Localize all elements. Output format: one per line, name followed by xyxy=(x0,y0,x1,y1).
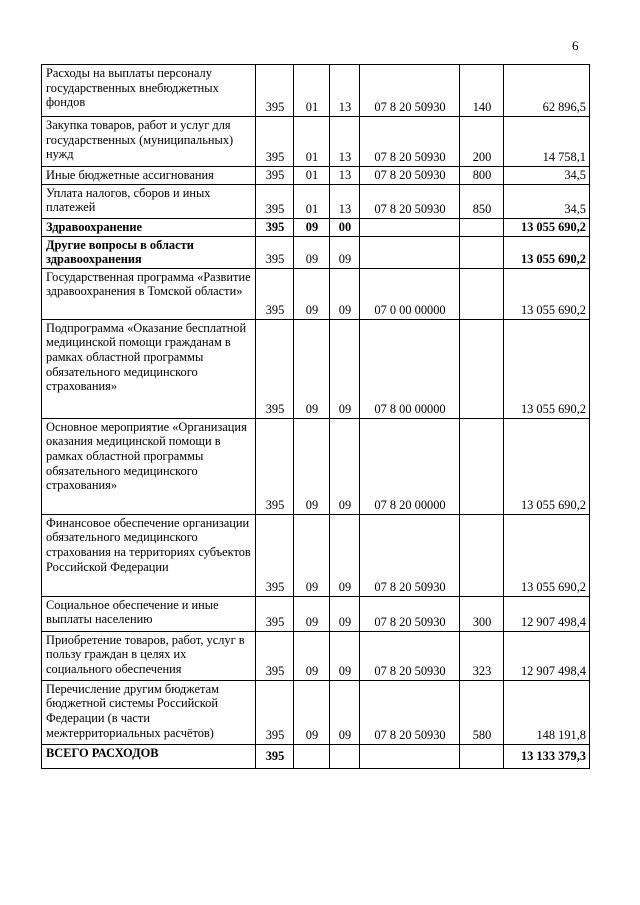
row-name: Приобретение товаров, работ, услуг в пользу граждан в целях их социального обеспечения xyxy=(42,631,256,680)
row-ved-code: 395 xyxy=(256,418,294,514)
row-target-article-code: 07 8 20 50930 xyxy=(360,167,460,185)
row-subsection-code: 09 xyxy=(330,596,360,631)
row-name: Перечисление другим бюджетам бюджетной системы Российской Федерации (в части межтерриториальных расчётов) xyxy=(42,680,256,744)
row-section-code: 09 xyxy=(294,218,330,236)
row-target-article-code: 07 8 20 50930 xyxy=(360,65,460,117)
row-name: ВСЕГО РАСХОДОВ xyxy=(42,744,256,768)
row-subsection-code: 09 xyxy=(330,514,360,596)
row-expense-type-code xyxy=(460,744,504,768)
row-ved-code: 395 xyxy=(256,680,294,744)
row-amount: 13 055 690,2 xyxy=(504,514,590,596)
row-ved-code: 395 xyxy=(256,184,294,218)
table-row xyxy=(42,65,590,117)
row-section-code: 01 xyxy=(294,167,330,185)
row-amount: 148 191,8 xyxy=(504,680,590,744)
row-subsection-code: 09 xyxy=(330,418,360,514)
table-row xyxy=(42,631,590,680)
row-ved-code: 395 xyxy=(256,117,294,167)
row-target-article-code: 07 8 20 50930 xyxy=(360,631,460,680)
table-body xyxy=(42,65,590,769)
row-target-article-code xyxy=(360,236,460,268)
row-ved-code: 395 xyxy=(256,218,294,236)
row-amount: 34,5 xyxy=(504,167,590,185)
row-ved-code: 395 xyxy=(256,167,294,185)
row-name: Основное мероприятие «Организация оказания медицинской помощи в рамках областной программы обязательного медицинского страхования» xyxy=(42,418,256,514)
row-expense-type-code: 580 xyxy=(460,680,504,744)
row-expense-type-code: 323 xyxy=(460,631,504,680)
row-expense-type-code: 800 xyxy=(460,167,504,185)
row-target-article-code: 07 8 20 50930 xyxy=(360,596,460,631)
row-expense-type-code: 140 xyxy=(460,65,504,117)
row-subsection-code: 09 xyxy=(330,319,360,418)
row-amount: 13 133 379,3 xyxy=(504,744,590,768)
row-section-code: 01 xyxy=(294,117,330,167)
row-subsection-code: 09 xyxy=(330,680,360,744)
row-expense-type-code: 850 xyxy=(460,184,504,218)
row-amount: 13 055 690,2 xyxy=(504,268,590,319)
row-amount: 13 055 690,2 xyxy=(504,319,590,418)
row-target-article-code: 07 8 20 50930 xyxy=(360,117,460,167)
row-section-code: 09 xyxy=(294,631,330,680)
row-name: Другие вопросы в области здравоохранения xyxy=(42,236,256,268)
table-row xyxy=(42,236,590,268)
row-name: Государственная программа «Развитие здравоохранения в Томской области» xyxy=(42,268,256,319)
row-target-article-code: 07 8 20 50930 xyxy=(360,680,460,744)
row-ved-code: 395 xyxy=(256,268,294,319)
row-amount: 34,5 xyxy=(504,184,590,218)
row-subsection-code: 09 xyxy=(330,268,360,319)
row-name: Иные бюджетные ассигнования xyxy=(42,167,256,185)
row-ved-code: 395 xyxy=(256,596,294,631)
table-row xyxy=(42,268,590,319)
row-ved-code: 395 xyxy=(256,744,294,768)
row-target-article-code xyxy=(360,744,460,768)
table-row xyxy=(42,680,590,744)
total-row xyxy=(42,744,590,768)
row-name: Расходы на выплаты персоналу государственных внебюджетных фондов xyxy=(42,65,256,117)
row-section-code xyxy=(294,744,330,768)
row-ved-code: 395 xyxy=(256,319,294,418)
table-row xyxy=(42,117,590,167)
table-row xyxy=(42,418,590,514)
table-row xyxy=(42,596,590,631)
row-expense-type-code xyxy=(460,418,504,514)
table-row xyxy=(42,184,590,218)
row-subsection-code: 13 xyxy=(330,65,360,117)
row-section-code: 09 xyxy=(294,319,330,418)
row-name: Социальное обеспечение и иные выплаты населению xyxy=(42,596,256,631)
row-amount: 13 055 690,2 xyxy=(504,218,590,236)
row-target-article-code xyxy=(360,218,460,236)
row-expense-type-code xyxy=(460,319,504,418)
row-section-code: 09 xyxy=(294,680,330,744)
row-amount: 62 896,5 xyxy=(504,65,590,117)
row-subsection-code: 13 xyxy=(330,117,360,167)
row-expense-type-code: 300 xyxy=(460,596,504,631)
row-expense-type-code xyxy=(460,268,504,319)
row-target-article-code: 07 0 00 00000 xyxy=(360,268,460,319)
row-name: Уплата налогов, сборов и иных платежей xyxy=(42,184,256,218)
row-subsection-code: 13 xyxy=(330,184,360,218)
row-section-code: 09 xyxy=(294,418,330,514)
row-name: Подпрограмма «Оказание бесплатной медицинской помощи гражданам в рамках областной программы обязательного медицинского страхования» xyxy=(42,319,256,418)
row-target-article-code: 07 8 00 00000 xyxy=(360,319,460,418)
row-expense-type-code xyxy=(460,236,504,268)
table-row xyxy=(42,218,590,236)
row-expense-type-code xyxy=(460,514,504,596)
row-amount: 12 907 498,4 xyxy=(504,596,590,631)
row-ved-code: 395 xyxy=(256,631,294,680)
row-subsection-code: 09 xyxy=(330,236,360,268)
row-subsection-code: 09 xyxy=(330,631,360,680)
row-ved-code: 395 xyxy=(256,65,294,117)
row-amount: 13 055 690,2 xyxy=(504,236,590,268)
row-name: Финансовое обеспечение организации обязательного медицинского страхования на территориях субъектов Российской Федерации xyxy=(42,514,256,596)
expenditure-table xyxy=(41,64,590,769)
row-subsection-code: 00 xyxy=(330,218,360,236)
row-expense-type-code: 200 xyxy=(460,117,504,167)
page-number: 6 xyxy=(572,38,579,53)
row-amount: 14 758,1 xyxy=(504,117,590,167)
row-target-article-code: 07 8 20 00000 xyxy=(360,418,460,514)
row-section-code: 09 xyxy=(294,236,330,268)
row-name: Закупка товаров, работ и услуг для государственных (муниципальных) нужд xyxy=(42,117,256,167)
row-section-code: 01 xyxy=(294,184,330,218)
row-section-code: 09 xyxy=(294,268,330,319)
table-row xyxy=(42,514,590,596)
row-subsection-code: 13 xyxy=(330,167,360,185)
table-row xyxy=(42,167,590,185)
row-section-code: 09 xyxy=(294,596,330,631)
row-subsection-code xyxy=(330,744,360,768)
row-section-code: 09 xyxy=(294,514,330,596)
row-amount: 13 055 690,2 xyxy=(504,418,590,514)
row-amount: 12 907 498,4 xyxy=(504,631,590,680)
row-expense-type-code xyxy=(460,218,504,236)
row-name: Здравоохранение xyxy=(42,218,256,236)
row-target-article-code: 07 8 20 50930 xyxy=(360,184,460,218)
table-row xyxy=(42,319,590,418)
row-target-article-code: 07 8 20 50930 xyxy=(360,514,460,596)
row-ved-code: 395 xyxy=(256,514,294,596)
row-section-code: 01 xyxy=(294,65,330,117)
row-ved-code: 395 xyxy=(256,236,294,268)
